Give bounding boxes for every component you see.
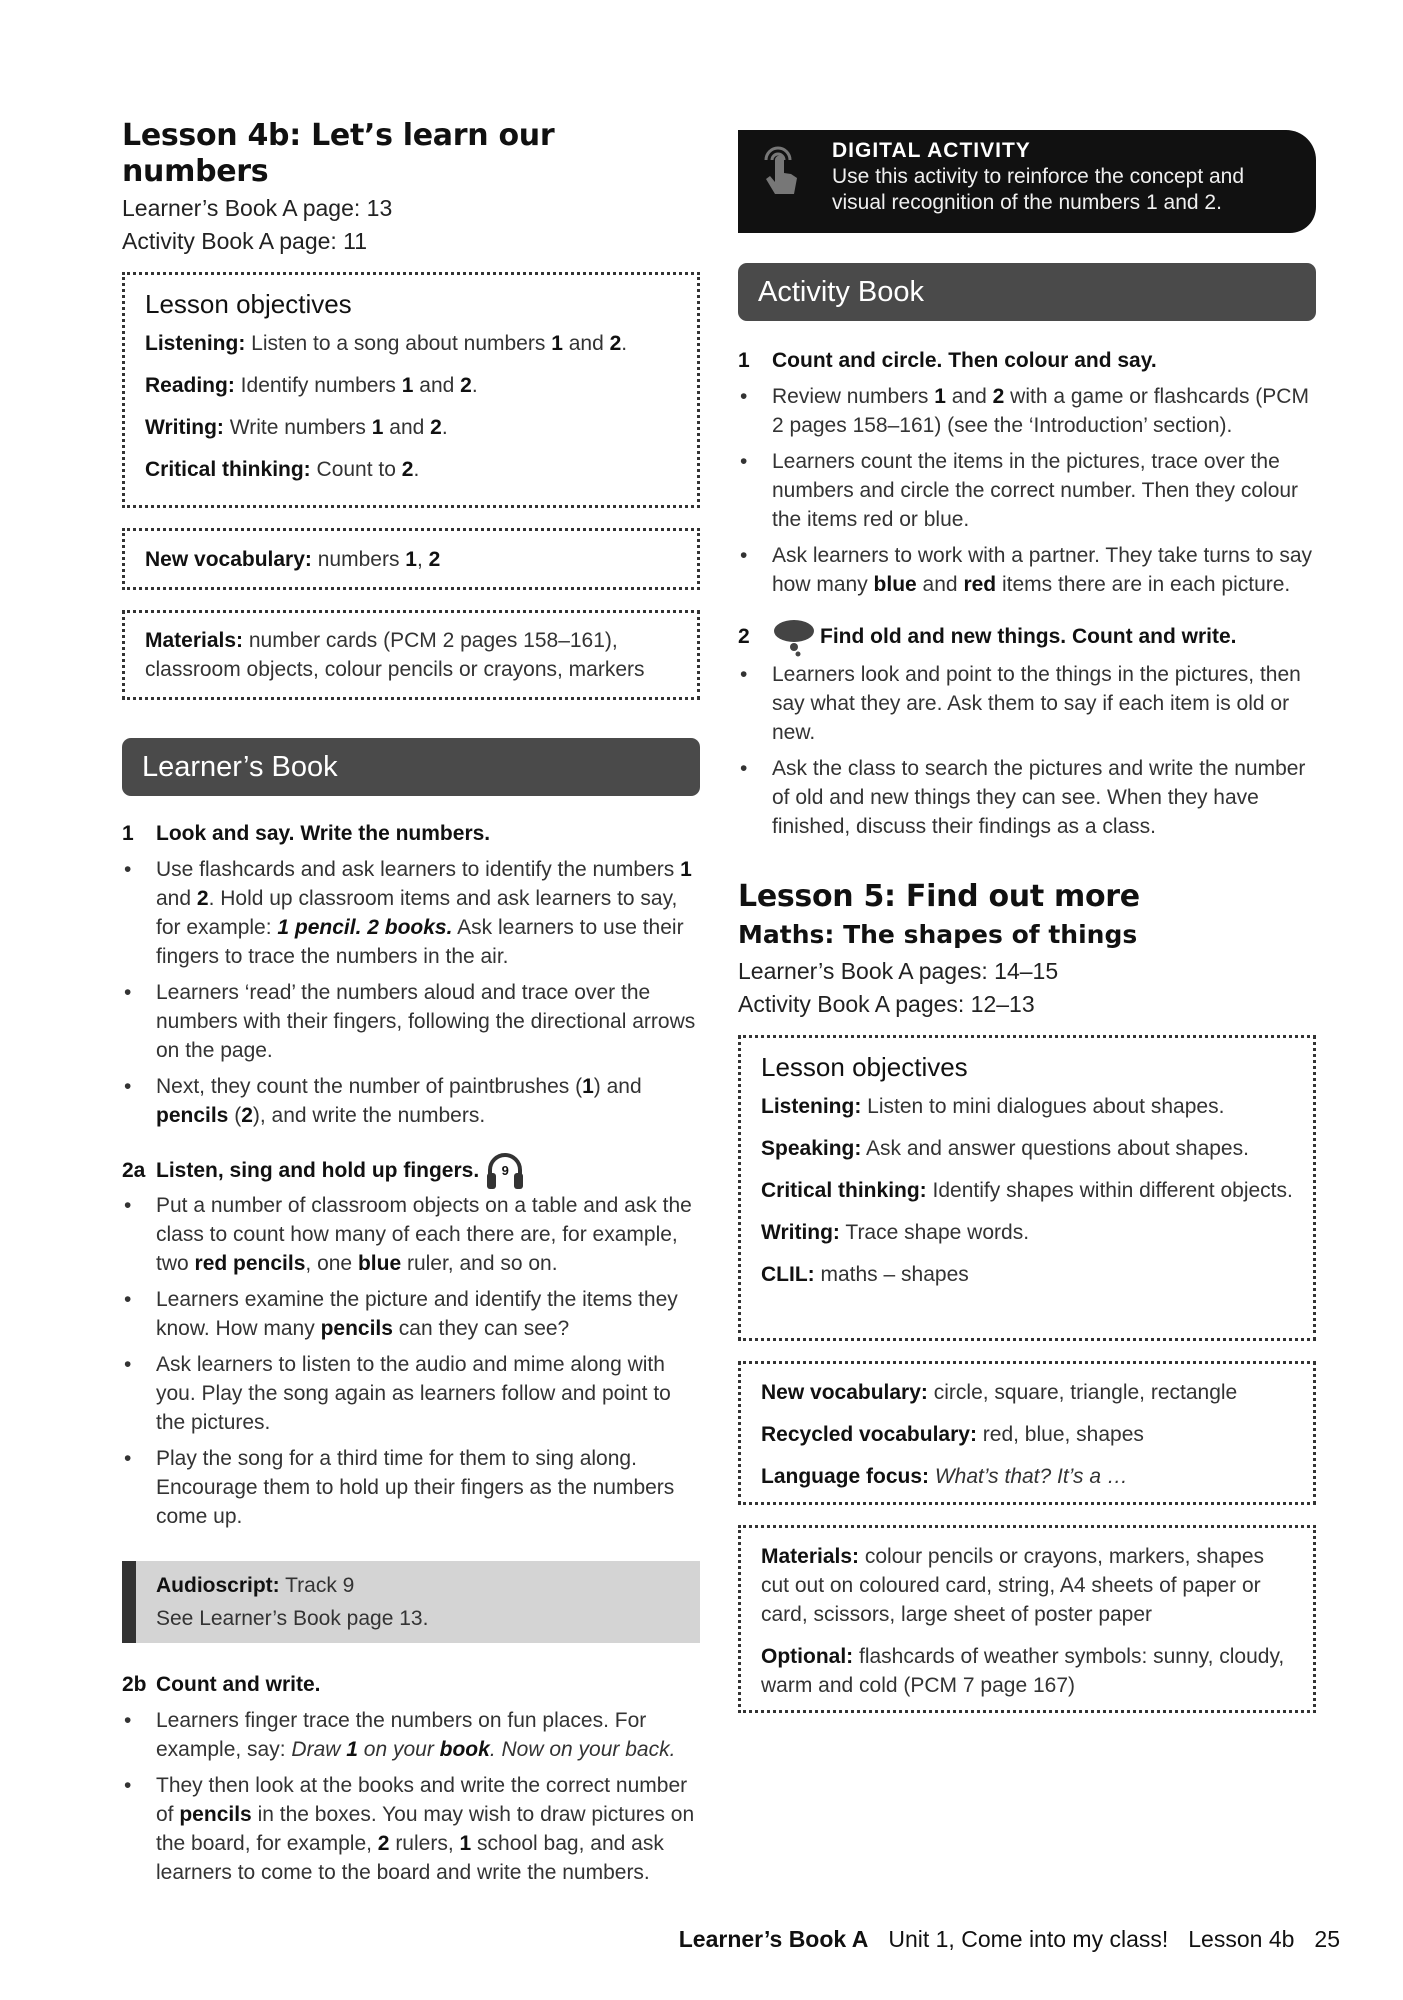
list-item: • Ask learners to listen to the audio and mime along with you. Play the song again as learners follow and point to the pictures. — [122, 1350, 700, 1437]
objective-listening: Listening: Listen to mini dialogues about shapes. — [761, 1095, 1225, 1118]
touch-icon — [750, 138, 810, 198]
lesson5-learners-book-ref: Learner’s Book A pages: 14–15 — [738, 958, 1059, 984]
audioscript-track: Audioscript: Track 9 — [156, 1574, 355, 1597]
list-item: • Learners finger trace the numbers on fun places. For example, say: Draw 1 on your book. Now on your back. — [122, 1706, 700, 1764]
lb-activity-2a — [122, 1150, 700, 1531]
digital-activity-title: DIGITAL ACTIVITY — [832, 139, 1031, 162]
digital-activity-box[interactable] — [738, 130, 1316, 233]
objective-writing: Writing: Trace shape words. — [761, 1221, 1030, 1244]
optional-materials: Optional: flashcards of weather symbols: sunny, cloudy, warm and cold (PCM 7 page 167) — [761, 1645, 1285, 1697]
new-vocabulary: New vocabulary: circle, square, triangle, rectangle — [761, 1381, 1238, 1404]
materials: Materials: number cards (PCM 2 pages 158–161), classroom objects, colour pencils or crayons, markers — [145, 629, 645, 681]
objective-writing: Writing: Write numbers 1 and 2. — [145, 416, 448, 439]
list-item: • Next, they count the number of paintbrushes (1) and pencils (2), and write the numbers. — [122, 1072, 700, 1130]
audioscript-box — [122, 1561, 700, 1643]
activity-book-section-bar: Activity Book — [738, 263, 1316, 321]
ab-activity-1 — [738, 347, 1316, 599]
objective-speaking: Speaking: Ask and answer questions about shapes. — [761, 1137, 1249, 1160]
objective-reading: Reading: Identify numbers 1 and 2. — [145, 374, 478, 397]
new-vocabulary-box — [122, 528, 700, 590]
audioscript-ref: See Learner’s Book page 13. — [156, 1607, 429, 1630]
ab-activity-2-heading: 2 Find old and new things. Count and write. — [738, 617, 1316, 657]
footer-lesson: Lesson 4b — [1188, 1926, 1295, 1952]
right-column — [738, 130, 1316, 1713]
digital-activity-text: Use this activity to reinforce the concept and visual recognition of the numbers 1 and 2. — [832, 165, 1245, 214]
list-item: • Ask learners to work with a partner. They take turns to say how many blue and red items there are in each picture. — [738, 541, 1316, 599]
learners-book-section-bar: Learner’s Book — [122, 738, 700, 796]
lb-activity-2a-heading: 2a Listen, sing and hold up fingers. 9 — [122, 1150, 700, 1192]
objective-critical-thinking: Critical thinking: Identify shapes within different objects. — [761, 1179, 1293, 1202]
list-item: • Review numbers 1 and 2 with a game or flashcards (PCM 2 pages 158–161) (see the ‘Introduction’ section). — [738, 382, 1316, 440]
new-vocabulary: New vocabulary: numbers 1, 2 — [145, 548, 441, 571]
objectives-heading: Lesson objectives — [145, 289, 352, 319]
ab-activity-2 — [738, 617, 1316, 841]
list-item: • Use flashcards and ask learners to identify the numbers 1 and 2. Hold up classroom items and ask learners to say, for example: 1 pencil. 2 books. Ask learners to use their fingers to trace the numbers in the air. — [122, 855, 700, 971]
left-column — [122, 118, 700, 1887]
lb-activity-1 — [122, 820, 700, 1130]
objective-clil: CLIL: maths – shapes — [761, 1263, 969, 1286]
lesson-objectives-box — [122, 272, 700, 508]
activity-book-ref: Activity Book A page: 11 — [122, 228, 368, 254]
list-item: • Learners ‘read’ the numbers aloud and trace over the numbers with their fingers, following the directional arrows on the page. — [122, 978, 700, 1065]
objective-critical-thinking: Critical thinking: Count to 2. — [145, 458, 420, 481]
materials-box — [122, 610, 700, 700]
lb-activity-2b — [122, 1671, 700, 1887]
list-item: • Put a number of classroom objects on a table and ask the class to count how many of each there are, for example, two red pencils, one blue ruler, and so on. — [122, 1191, 700, 1278]
list-item: • Ask the class to search the pictures and write the number of old and new things they can see. When they have finished, discuss their findings as a class. — [738, 754, 1316, 841]
page-footer — [620, 1924, 1340, 1954]
headphones-icon[interactable] — [485, 1150, 525, 1192]
lb-activity-2b-heading: 2b Count and write. — [122, 1673, 321, 1696]
lesson5-vocabulary-box — [738, 1361, 1316, 1505]
lesson5-objectives-heading: Lesson objectives — [761, 1052, 968, 1082]
list-item: • Learners examine the picture and identify the items they know. How many pencils can they can see? — [122, 1285, 700, 1343]
language-focus: Language focus: What’s that? It’s a … — [761, 1465, 1128, 1488]
recycled-vocabulary: Recycled vocabulary: red, blue, shapes — [761, 1423, 1144, 1446]
lesson5-activity-book-ref: Activity Book A pages: 12–13 — [738, 991, 1035, 1017]
lesson5-objectives-box — [738, 1035, 1316, 1341]
footer-unit: Unit 1, Come into my class! — [888, 1926, 1169, 1952]
list-item: • Learners look and point to the things in the pictures, then say what they are. Ask them to say if each item is old or new. — [738, 660, 1316, 747]
lesson-title: Lesson 4b: Let’s learn our numbers — [122, 118, 555, 189]
lb-activity-1-heading: 1 Look and say. Write the numbers. — [122, 822, 491, 845]
list-item: • Learners count the items in the pictures, trace over the numbers and circle the correct number. Then they colour the items red or blue. — [738, 447, 1316, 534]
lesson5-materials-box — [738, 1525, 1316, 1713]
list-item: • Play the song for a third time for them to sing along. Encourage them to hold up their fingers as the numbers come up. — [122, 1444, 700, 1531]
lesson5-subtitle: Maths: The shapes of things — [738, 920, 1138, 949]
materials: Materials: colour pencils or crayons, markers, shapes cut out on coloured card, string, A4 sheets of paper or card, scissors, large sheet of poster paper — [761, 1545, 1265, 1626]
track-number: 9 — [501, 1163, 509, 1178]
footer-book: Learner’s Book A — [678, 1926, 869, 1952]
learners-book-ref: Learner’s Book A page: 13 — [122, 195, 393, 221]
page-number: 25 — [1314, 1926, 1340, 1952]
ab-activity-1-heading: 1 Count and circle. Then colour and say. — [738, 349, 1157, 372]
objective-listening: Listening: Listen to a song about numbers 1 and 2. — [145, 332, 628, 355]
lesson5-title: Lesson 5: Find out more — [738, 879, 1140, 914]
thinking-cloud-icon — [772, 617, 816, 657]
list-item: • They then look at the books and write the correct number of pencils in the boxes. You may wish to draw pictures on the board, for example, 2 rulers, 1 school bag, and ask learners to come to the board and write the numbers. — [122, 1771, 700, 1887]
